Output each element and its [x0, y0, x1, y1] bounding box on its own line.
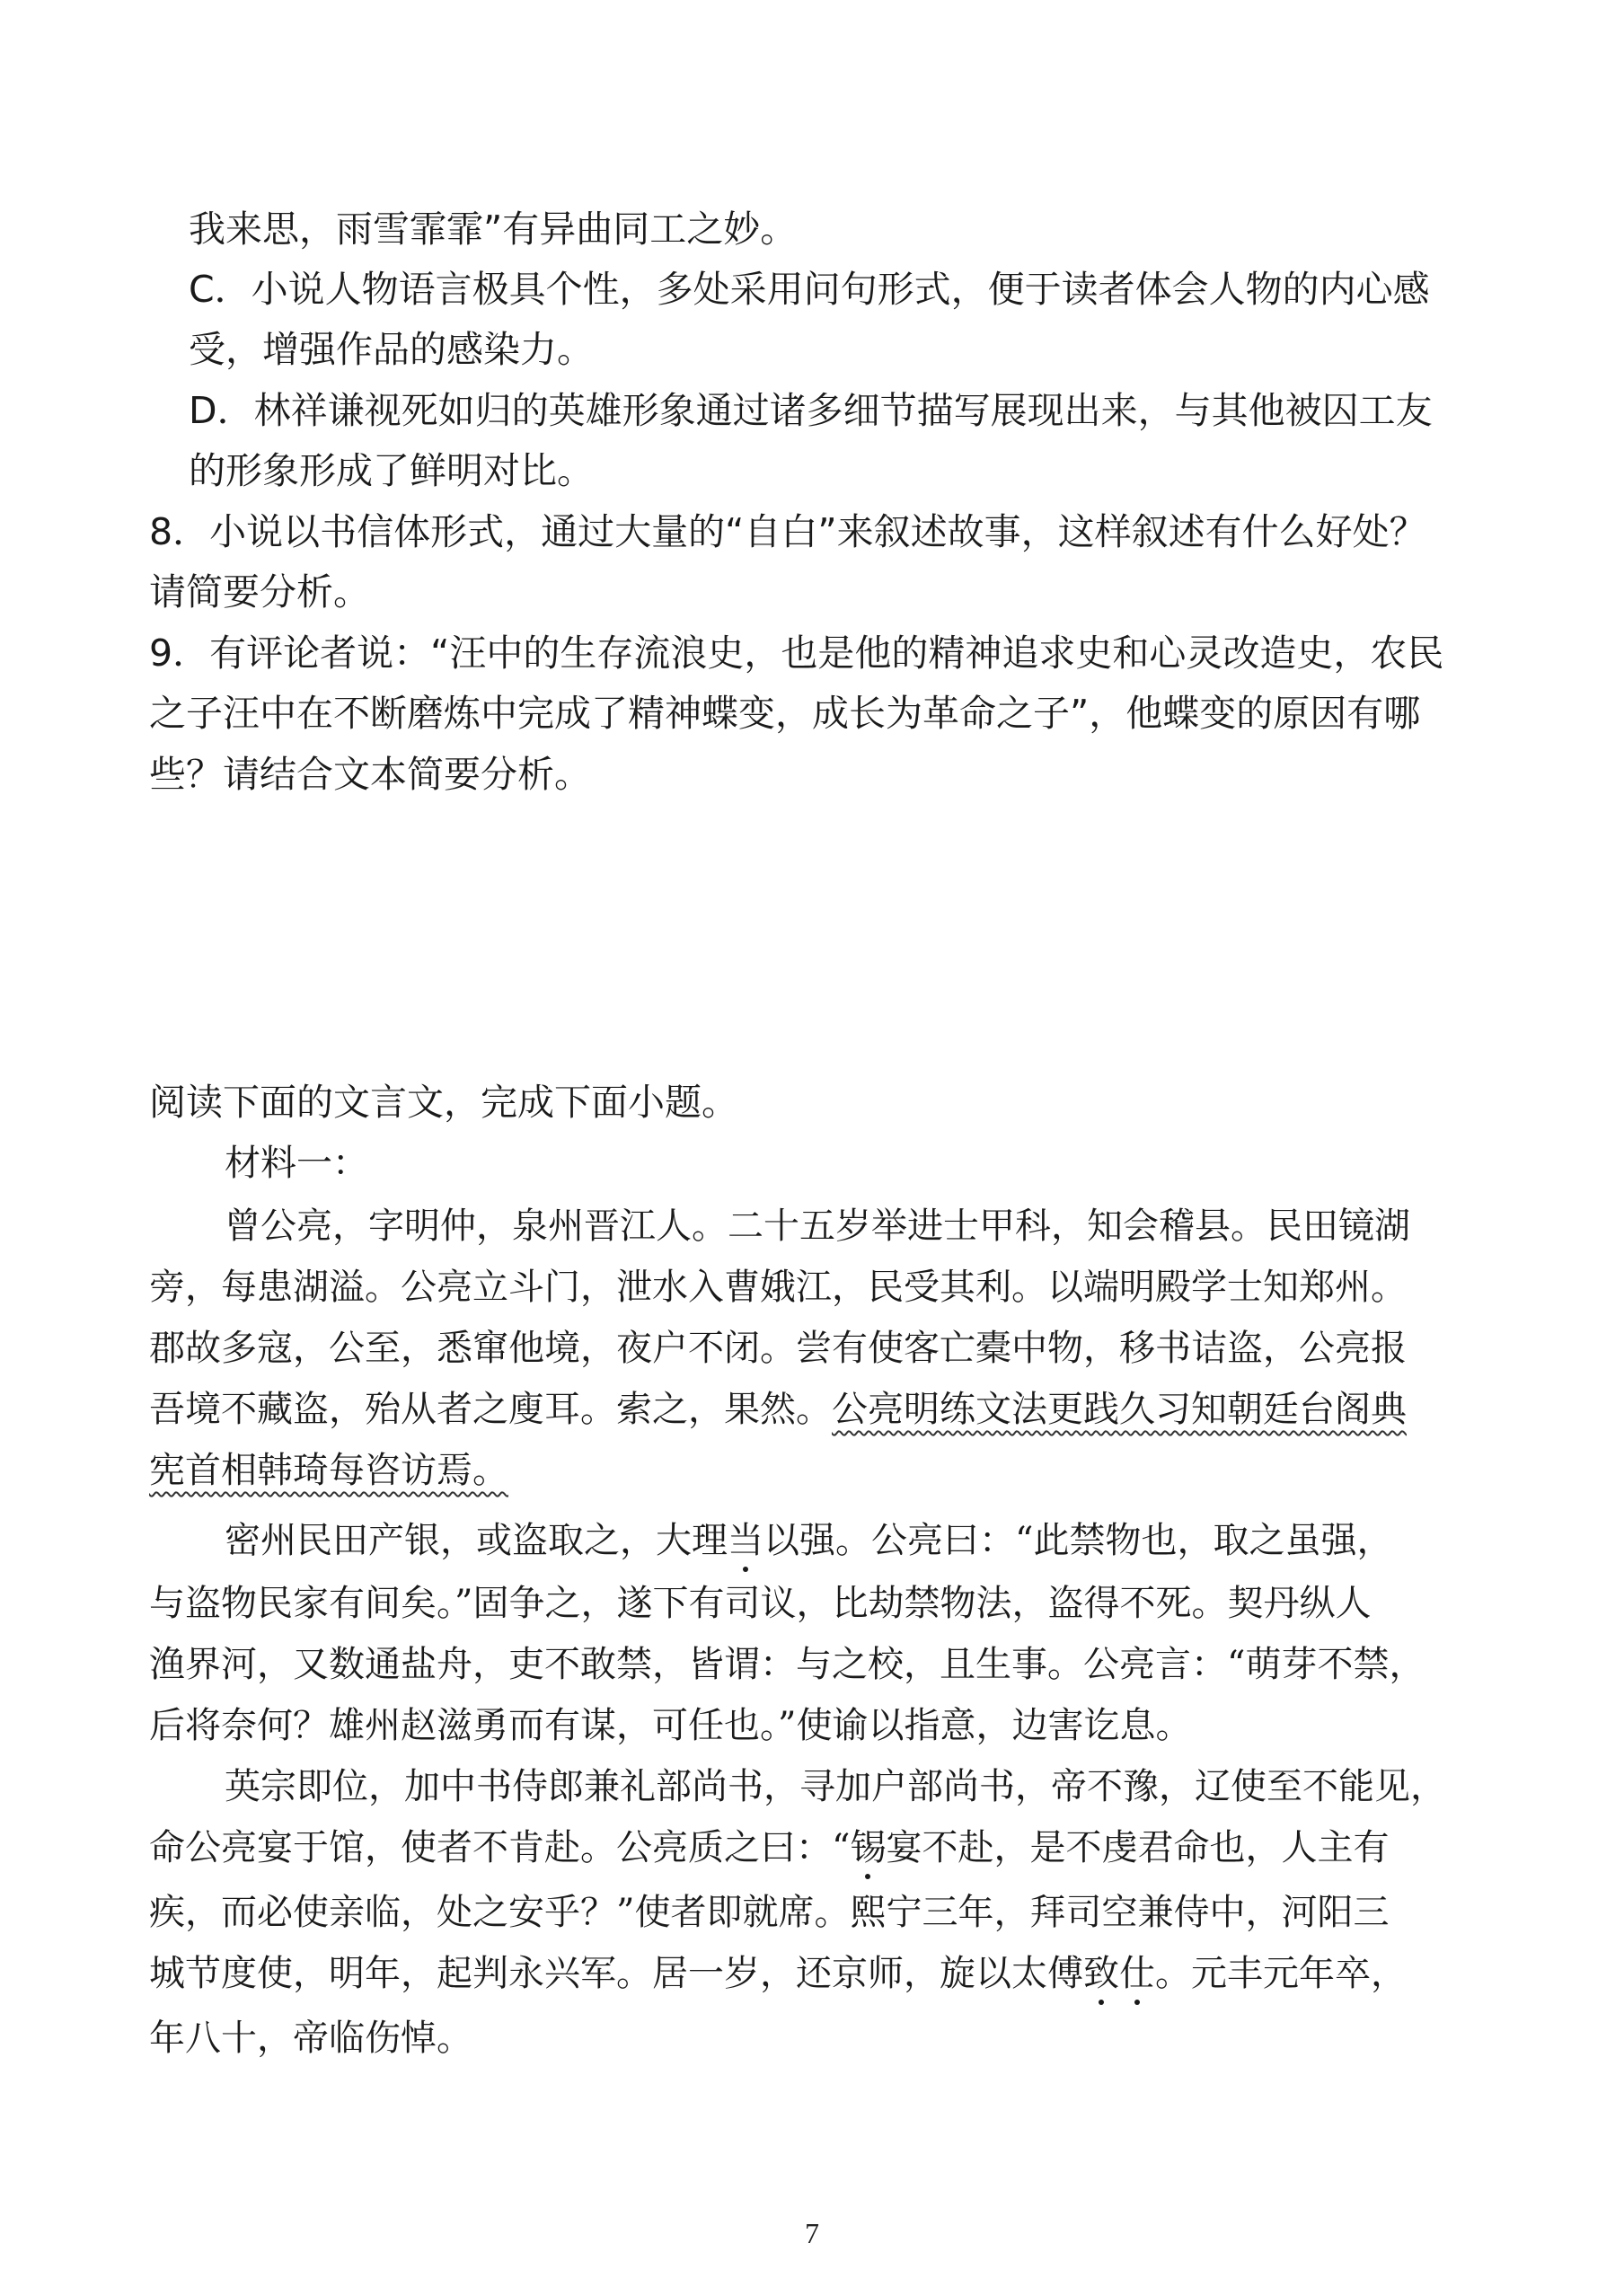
underlined-translation-sentence-end: 宪首相韩琦每咨访焉。	[149, 1450, 508, 1491]
dotted-character-shi: 仕	[1119, 1953, 1155, 1994]
question-9-line-3: 些？请结合文本简要分析。	[149, 753, 591, 796]
material-one-label: 材料一：	[225, 1143, 368, 1184]
dotted-character-zhi: 致	[1083, 1953, 1119, 1994]
passage-p3-line-4-end: 。元丰元年卒，	[1155, 1953, 1407, 1994]
passage-p1-line-4	[149, 1387, 1407, 1432]
question-8-line-2: 请简要分析。	[149, 570, 370, 614]
option-d-line-2: 的形象形成了鲜明对比。	[189, 449, 594, 492]
page-number: 7	[805, 2217, 819, 2249]
underlined-translation-sentence: 公亮明练文法更践久习知朝廷台阁典	[832, 1389, 1407, 1430]
passage-p3-line-3: 疾，而必使亲临，处之安乎？”使者即就席。熙宁三年，拜司空兼侍中，河阳三	[149, 1892, 1390, 1933]
question-9-line-1: 9．有评论者说：“汪中的生存流浪史，也是他的精神追求史和心灵改造史，农民	[149, 631, 1444, 675]
option-c-line-1: C．小说人物语言极具个性，多处采用问句形式，便于读者体会人物的内心感	[189, 268, 1430, 311]
passage-p1-line-4-text: 吾境不藏盗，殆从者之廋耳。索之，果然。	[149, 1389, 832, 1430]
passage-p2-line-1-end: 以强。公亮曰：“此禁物也，取之虽强，	[763, 1520, 1393, 1561]
question-8-line-1: 8．小说以书信体形式，通过大量的“自白”来叙述故事，这样叙述有什么好处？	[149, 510, 1426, 553]
passage-p3-line-2	[149, 1825, 1389, 1870]
dotted-character-xi: 锡	[850, 1827, 887, 1868]
passage-p2-line-1-start: 密州民田产银，或盗取之，大理	[225, 1520, 728, 1561]
passage-p2-line-3: 渔界河，又数通盐舟，吏不敢禁，皆谓：与之校，且生事。公亮言：“萌芽不禁，	[149, 1644, 1425, 1685]
passage-p3-line-5: 年八十，帝临伤悼。	[149, 2018, 472, 2059]
passage-p1-line-2: 旁，每患湖溢。公亮立斗门，泄水入曹娥江，民受其利。以端明殿学士知郑州。	[149, 1267, 1407, 1308]
option-d-line-1: D．林祥谦视死如归的英雄形象通过诸多细节描写展现出来，与其他被囚工友	[189, 389, 1433, 432]
option-c-line-2: 受，增强作品的感染力。	[189, 328, 594, 371]
question-9-line-2: 之子汪中在不断磨炼中完成了精神蝶变，成长为革命之子”，他蝶变的原因有哪	[149, 692, 1421, 735]
passage-p2-line-1	[225, 1518, 1392, 1563]
passage-p3-line-1: 英宗即位，加中书侍郎兼礼部尚书，寻加户部尚书，帝不豫，辽使至不能见，	[225, 1766, 1446, 1807]
passage-p2-line-4: 后将奈何？雄州赵滋勇而有谋，可任也。”使谕以指意，边害讫息。	[149, 1705, 1192, 1746]
reading-instruction: 阅读下面的文言文，完成下面小题。	[149, 1081, 738, 1124]
passage-p3-line-2-start: 命公亮宴于馆，使者不肯赴。公亮质之曰：“	[149, 1827, 851, 1868]
passage-p1-line-5	[149, 1448, 508, 1493]
passage-p3-line-4	[149, 1951, 1407, 1996]
passage-p1-line-1: 曾公亮，字明仲，泉州晋江人。二十五岁举进士甲科，知会稽县。民田镜湖	[225, 1205, 1410, 1247]
passage-p3-line-2-end: 宴不赴，是不虔君命也，人主有	[886, 1827, 1390, 1868]
passage-p3-line-4-start: 城节度使，明年，起判永兴军。居一岁，还京师，旋以太傅	[149, 1953, 1083, 1994]
passage-p2-line-2: 与盗物民家有间矣。”固争之，遂下有司议，比劫禁物法，盗得不死。契丹纵人	[149, 1583, 1372, 1624]
dotted-character-dang: 当	[728, 1520, 763, 1561]
passage-p1-line-3: 郡故多寇，公至，悉窜他境，夜户不闭。尝有使客亡橐中物，移书诘盗，公亮报	[149, 1328, 1407, 1369]
option-b-continuation: 我来思，雨雪霏霏”有异曲同工之妙。	[189, 208, 798, 251]
